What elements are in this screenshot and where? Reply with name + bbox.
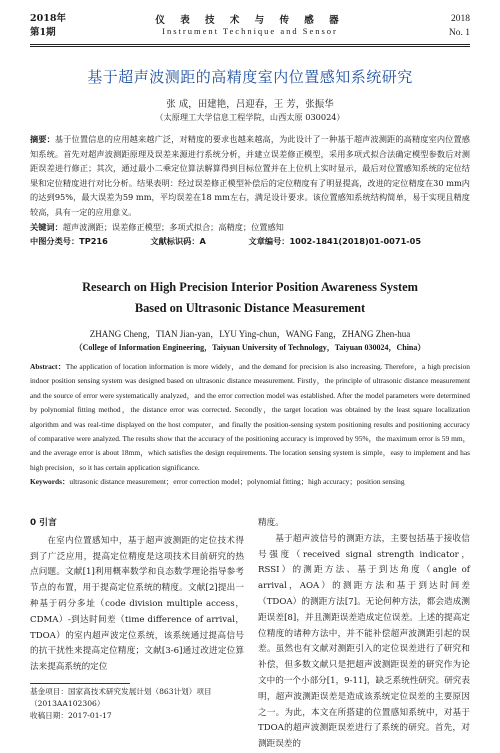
- abstract-cn-block: [30, 132, 470, 249]
- footnote: [30, 686, 244, 722]
- clc-number: 中图分类号：TP216: [30, 236, 108, 247]
- footnote-received: 收稿日期：2017-01-17: [30, 711, 112, 720]
- header-year-en: 2018: [451, 14, 470, 24]
- keywords-cn-text: 超声波测距；误差修正模型；多项式拟合；高精度；位置感知: [62, 221, 284, 232]
- footnote-fund: 基金项目：国家高技术研究发展计划（863计划）项目（2013AA102306）: [30, 687, 212, 708]
- abstract-en: [30, 360, 470, 475]
- footnote-rule: [30, 683, 130, 684]
- body-column-right: [258, 516, 470, 753]
- abstract-cn: [30, 132, 470, 220]
- keywords-en: [30, 475, 470, 489]
- header-rule-2: [30, 46, 470, 47]
- paper-title-en-line2: Based on Ultrasonic Distance Measurement: [134, 301, 366, 315]
- journal-name-cn: 仪 表 技 术 与 传 感 器: [155, 15, 345, 26]
- header-year: 2018年: [30, 13, 66, 24]
- paper-title-cn: 基于超声波测距的高精度室内位置感知系统研究: [87, 68, 413, 86]
- abstract-en-block: [30, 360, 470, 490]
- header-year-issue-en: [449, 12, 470, 40]
- abstract-en-text: The application of location information is more widely，and the demand for precision is also increasing. Therefore，a high precision indoor position sensing system was designed based on ultrasonic distance measurement. Firstly，the principle of ultrasonic distance measurement and the source of error were systematically analyzed，and the error correction model was established. After the model parameters were determined by polynomial fitting method，the distance error was corrected. Secondly，the target location was obtained by the least square localization algorithm and was real-time displayed on the host computer，and finally the position-sensing system positioning results and positioning accuracy of comparative were analyzed. The results show that the accuracy of the positioning accuracy is improved by 95%，the maximum error is 59 mm，and the average error is about 18mm，which satisfies the design requirements. The location sensing system is simple，easy to implement and has high precision，so it has certain application significance.: [30, 362, 470, 472]
- authors-en: ZHANG Cheng，TIAN Jian-yan，LYU Ying-chun，WANG Fang，ZHANG Zhen-hua: [89, 329, 411, 339]
- keywords-cn-label: 关键词：: [30, 221, 63, 232]
- intro-paragraph-1-end: 精度。: [258, 518, 284, 528]
- keywords-en-label: Keywords：: [30, 477, 70, 487]
- journal-name-en: Instrument Technique and Sensor: [162, 26, 338, 36]
- abstract-cn-text: 基于位置信息的应用越来越广泛，对精度的要求也越来越高，为此设计了一种基于超声波测距的高精度室内位置感知系统。首先对超声波测距原理及误差来源进行系统分析，并建立误差修正模型，采用多项式拟合法确定模型参数后对测距误差进行修正；其次，通过最小二乘定位算法解算得到目标位置并在上位机上实时显示，最后对位置感知系统的定位结果和定位精度进行对比分析。结果表明：经过误差修正模型补偿后的定位精度有了明显提高，改进的定位精度在30 mm内的达到95%，最大误差为59 mm，平均误差在18 mm左右，满足设计要求。该位置感知系统结构简单，易于实现且精度较高，具有一定的应用意义。: [30, 134, 470, 217]
- keywords-en-text: ultrasonic distance measurement；error correction model；polynomial fitting；high accuracy；position sensing: [69, 477, 405, 487]
- abstract-cn-label: 摘要：: [30, 134, 55, 144]
- paper-title-en: [0, 277, 500, 319]
- affiliation-cn: （太原理工大学信息工程学院，山西太原 030024）: [155, 112, 345, 122]
- abstract-en-label: Abstract：: [30, 362, 66, 371]
- journal-name: [0, 12, 500, 36]
- body-column-left: [30, 516, 244, 676]
- classification-line: [30, 234, 470, 249]
- paper-title-en-line1: Research on High Precision Interior Position Awareness System: [82, 280, 418, 294]
- article-number: 文章编号：1002-1841(2018)01-0071-05: [248, 236, 422, 247]
- affiliation-en: （College of Information Engineering，Taiyuan University of Technology，Taiyuan 030024，China）: [74, 343, 426, 352]
- doc-code: 文献标识码：A: [150, 236, 206, 247]
- authors-cn: 张 成，田建艳，吕迎春，王 芳，张振华: [166, 99, 334, 110]
- header-issue-en: No. 1: [448, 28, 470, 38]
- keywords-cn: [30, 220, 470, 235]
- header-issue: 第1期: [30, 27, 56, 38]
- section-heading-introduction: 0 引言: [30, 518, 57, 528]
- intro-paragraph-2: 基于超声波信号的测距方法，主要包括基于接收信号强度（received signal strength indicator，RSSI）的测距方法、基于到达角度（angle of arrival，AOA）的测距方法和基于到达时间差（TDOA）的测距方法[7]。无论何种方法，都会造成测距误差[8]，并且测距误差造成定位误差。上述的提高定位精度的诸种方法中，并不能补偿超声波测距引起的误差。虽然也有文献对测距引入的定位误差进行了研究和补偿，但多数文献只是把超声波测距误差的研究作为论文中的一个小部分[1，9-11]，缺乏系统性研究。研究表明，超声波测距误差是造成该系统定位误差的主要原因之一。为此，本文在所搭建的位置感知系统中，对基于TDOA的超声波测距误差进行了系统的研究。首先，对测距误差的: [258, 533, 470, 750]
- header-rule: [30, 44, 470, 45]
- intro-paragraph-1: 在室内位置感知中，基于超声波测距的定位技术得到了广泛应用，提高定位精度是这项技术目前研究的热点问题。文献[1]利用概率数学和良态数学理论指导参考节点的布置，用于提高定位系统的精度。文献[2]提出一种基于码分多址（code division multiple access，CDMA）-到达时间差（time difference of arrival，TDOA）的室内超声波定位系统，该系统通过提高信号的抗干扰性来提高定位精度；文献[3-6]通过改进定位算法来提高系统的定位: [30, 535, 244, 673]
